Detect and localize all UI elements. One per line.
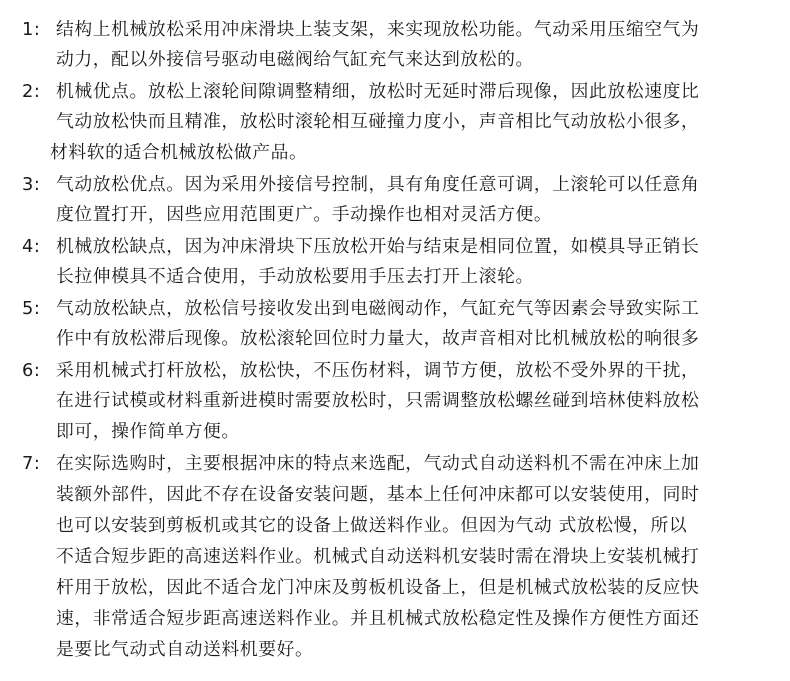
item-text-line: 杆用于放松，因此不适合龙门冲床及剪板机设备上，但是机械式放松装的反应快	[56, 577, 700, 598]
item-text-line: 在进行试模或材料重新进模时需要放松时，只需调整放松螺丝碰到培林使料放松	[56, 390, 700, 411]
item-text-line: 气动放松缺点，放松信号接收发出到电磁阀动作，气缸充气等因素会导致实际工	[56, 298, 700, 319]
item-number: 2:	[22, 81, 41, 102]
item-text-line: 是要比气动式自动送料机要好。	[56, 639, 314, 660]
item-text-line: 也可以安装到剪板机或其它的设备上做送料作业。但因为气动 式放松慢，所以	[56, 515, 688, 536]
item-text-line: 气动放松快而且精准，放松时滚轮相互碰撞力度小，声音相比气动放松小很多，	[56, 111, 700, 132]
item-text-line: 气动放松优点。因为采用外接信号控制，具有角度任意可调，上滚轮可以任意角	[56, 174, 700, 195]
item-text-line: 不适合短步距的高速送料作业。机械式自动送料机安装时需在滑块上安装机械打	[56, 546, 700, 567]
item-text-line: 即可，操作简单方便。	[56, 421, 240, 442]
item-text-line: 机械优点。放松上滚轮间隙调整精细，放松时无延时滞后现像，因此放松速度比	[56, 81, 700, 102]
item-number: 7:	[22, 453, 41, 474]
item-number: 5:	[22, 298, 41, 319]
item-text-line: 速，非常适合短步距高速送料作业。并且机械式放松稳定性及操作方便性方面还	[56, 608, 700, 629]
item-text-line: 材料软的适合机械放松做产品。	[50, 142, 308, 163]
item-text-line: 采用机械式打杆放松，放松快，不压伤材料，调节方便，放松不受外界的干扰，	[56, 360, 700, 381]
item-number: 1:	[22, 19, 41, 40]
item-text-line: 在实际选购时，主要根据冲床的特点来选配，气动式自动送料机不需在冲床上加	[56, 453, 700, 474]
item-number: 4:	[22, 236, 41, 257]
item-text-line: 长拉伸模具不适合使用，手动放松要用手压去打开上滚轮。	[56, 266, 534, 287]
item-text-line: 装额外部件，因此不存在设备安装问题，基本上任何冲床都可以安装使用，同时	[56, 484, 700, 505]
item-number: 3:	[22, 174, 41, 195]
item-text-line: 作中有放松滞后现像。放松滚轮回位时力量大，故声音相对比机械放松的响很多	[56, 328, 700, 349]
item-text-line: 结构上机械放松采用冲床滑块上装支架，来实现放松功能。气动采用压缩空气为	[56, 19, 700, 40]
item-number: 6:	[22, 360, 41, 381]
item-text-line: 度位置打开，因些应用范围更广。手动操作也相对灵活方便。	[56, 204, 553, 225]
item-text-line: 动力，配以外接信号驱动电磁阀给气缸充气来达到放松的。	[56, 49, 534, 70]
item-text-line: 机械放松缺点，因为冲床滑块下压放松开始与结束是相同位置，如模具导正销长	[56, 236, 700, 257]
